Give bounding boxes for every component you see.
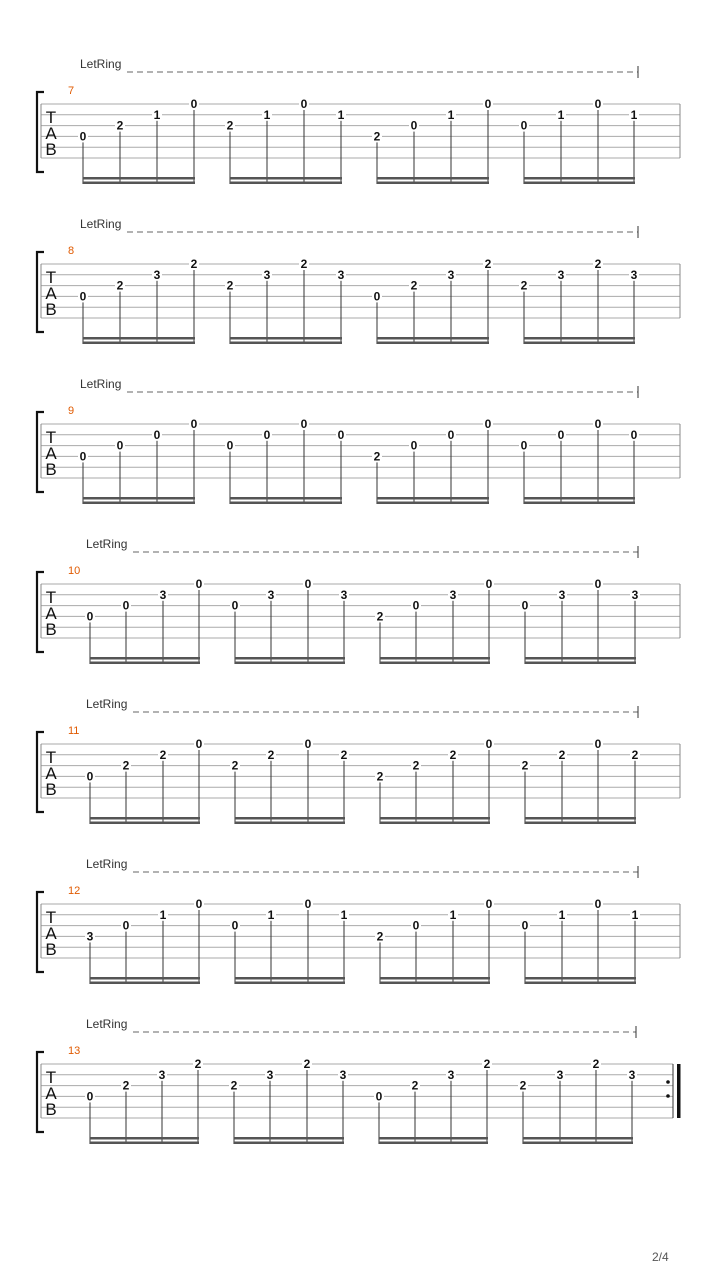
tab-clef-letter: B bbox=[45, 940, 57, 959]
fret-number: 1 bbox=[267, 907, 275, 922]
measure-number: 8 bbox=[68, 245, 75, 257]
fret-number: 0 bbox=[226, 438, 234, 453]
tab-clef-letter: T bbox=[45, 1068, 57, 1087]
fret-number: 2 bbox=[116, 118, 124, 133]
beam-16th-upper bbox=[525, 977, 636, 980]
fret-number: 0 bbox=[195, 897, 203, 911]
beam-16th-upper bbox=[524, 497, 635, 500]
fret-number: 0 bbox=[304, 737, 312, 751]
beam-16th-upper bbox=[380, 817, 490, 820]
fret-number: 0 bbox=[190, 417, 198, 431]
beam-16th-lower bbox=[90, 982, 200, 985]
beam-16th-upper bbox=[524, 177, 635, 180]
measure-number: 11 bbox=[68, 725, 80, 737]
fret-number: 2 bbox=[303, 1057, 311, 1071]
fret-number: 2 bbox=[122, 758, 130, 773]
fret-number: 2 bbox=[159, 747, 167, 762]
fret-number: 0 bbox=[410, 118, 418, 133]
tab-clef-letter: B bbox=[45, 300, 57, 319]
beam-16th-lower bbox=[377, 182, 489, 185]
fret-number: 0 bbox=[263, 427, 271, 442]
beam-16th-upper bbox=[377, 177, 489, 180]
beam-16th-lower bbox=[524, 502, 635, 505]
measure-number: 12 bbox=[68, 885, 81, 897]
fret-number: 2 bbox=[521, 758, 529, 773]
fret-number: 3 bbox=[153, 267, 161, 282]
tab-clef-letter: B bbox=[45, 140, 57, 159]
fret-number: 3 bbox=[158, 1067, 166, 1082]
letring-label: LetRing bbox=[80, 57, 122, 71]
beam-16th-lower bbox=[83, 182, 195, 185]
fret-number: 0 bbox=[594, 577, 602, 591]
beam-16th-upper bbox=[235, 977, 345, 980]
fret-number: 2 bbox=[373, 449, 381, 464]
tab-clef-letter: T bbox=[45, 588, 57, 607]
tab-clef-letter: B bbox=[45, 620, 57, 639]
measure-number: 13 bbox=[68, 1045, 81, 1057]
repeat-dot bbox=[666, 1080, 670, 1084]
measure-number: 7 bbox=[68, 85, 75, 97]
beam-16th-upper bbox=[83, 337, 195, 340]
fret-number: 0 bbox=[79, 289, 87, 304]
beam-16th-lower bbox=[235, 982, 345, 985]
fret-number: 0 bbox=[412, 598, 420, 613]
letring-label: LetRing bbox=[86, 1017, 128, 1031]
tab-clef-letter: A bbox=[45, 604, 57, 623]
beam-16th-lower bbox=[230, 182, 342, 185]
beam-16th-upper bbox=[235, 817, 345, 820]
fret-number: 2 bbox=[592, 1057, 600, 1071]
fret-number: 0 bbox=[79, 129, 87, 144]
beam-16th-lower bbox=[525, 982, 636, 985]
fret-number: 0 bbox=[485, 577, 493, 591]
fret-number: 0 bbox=[231, 598, 239, 613]
fret-number: 0 bbox=[594, 897, 602, 911]
fret-number: 0 bbox=[373, 289, 381, 304]
beam-16th-lower bbox=[235, 662, 345, 665]
beam-16th-lower bbox=[90, 1142, 199, 1145]
beam-16th-upper bbox=[524, 337, 635, 340]
fret-number: 2 bbox=[226, 278, 234, 293]
fret-number: 0 bbox=[521, 598, 529, 613]
fret-number: 2 bbox=[373, 129, 381, 144]
final-thick-barline bbox=[677, 1064, 681, 1118]
repeat-dot bbox=[666, 1094, 670, 1098]
tab-clef-letter: A bbox=[45, 124, 57, 143]
fret-number: 0 bbox=[521, 918, 529, 933]
fret-number: 2 bbox=[122, 1078, 130, 1093]
fret-number: 2 bbox=[194, 1057, 202, 1071]
fret-number: 0 bbox=[485, 737, 493, 751]
fret-number: 1 bbox=[557, 107, 565, 122]
fret-number: 2 bbox=[558, 747, 566, 762]
fret-number: 3 bbox=[340, 587, 348, 602]
fret-number: 2 bbox=[116, 278, 124, 293]
beam-16th-lower bbox=[234, 1142, 344, 1145]
fret-number: 1 bbox=[263, 107, 271, 122]
fret-number: 0 bbox=[594, 417, 602, 431]
beam-16th-lower bbox=[90, 822, 200, 825]
fret-number: 3 bbox=[339, 1067, 347, 1082]
tab-clef-letter: T bbox=[45, 428, 57, 447]
beam-16th-lower bbox=[524, 182, 635, 185]
fret-number: 3 bbox=[447, 267, 455, 282]
fret-number: 0 bbox=[484, 97, 492, 111]
beam-16th-upper bbox=[90, 977, 200, 980]
fret-number: 3 bbox=[558, 587, 566, 602]
tab-clef-letter: B bbox=[45, 780, 57, 799]
beam-16th-lower bbox=[230, 342, 342, 345]
letring-label: LetRing bbox=[80, 377, 122, 391]
fret-number: 0 bbox=[153, 427, 161, 442]
beam-16th-lower bbox=[380, 822, 490, 825]
beam-16th-upper bbox=[377, 497, 489, 500]
tab-clef-letter: B bbox=[45, 460, 57, 479]
letring-label: LetRing bbox=[80, 217, 122, 231]
fret-number: 0 bbox=[86, 1089, 94, 1104]
fret-number: 0 bbox=[520, 438, 528, 453]
letring-label: LetRing bbox=[86, 537, 128, 551]
fret-number: 3 bbox=[447, 1067, 455, 1082]
fret-number: 2 bbox=[519, 1078, 527, 1093]
fret-number: 0 bbox=[557, 427, 565, 442]
measure-number: 10 bbox=[68, 565, 81, 577]
fret-number: 3 bbox=[266, 1067, 274, 1082]
tab-clef-letter: A bbox=[45, 1084, 57, 1103]
fret-number: 2 bbox=[376, 929, 384, 944]
fret-number: 3 bbox=[630, 267, 638, 282]
beam-16th-lower bbox=[380, 982, 490, 985]
beam-16th-upper bbox=[235, 657, 345, 660]
beam-16th-upper bbox=[234, 1137, 344, 1140]
fret-number: 2 bbox=[226, 118, 234, 133]
fret-number: 0 bbox=[337, 427, 345, 442]
fret-number: 1 bbox=[630, 107, 638, 122]
fret-number: 0 bbox=[484, 417, 492, 431]
beam-16th-upper bbox=[83, 497, 195, 500]
fret-number: 3 bbox=[557, 267, 565, 282]
fret-number: 2 bbox=[412, 758, 420, 773]
tab-clef-letter: B bbox=[45, 1100, 57, 1119]
beam-16th-upper bbox=[380, 977, 490, 980]
fret-number: 1 bbox=[449, 907, 457, 922]
fret-number: 2 bbox=[231, 758, 239, 773]
fret-number: 0 bbox=[410, 438, 418, 453]
beam-16th-upper bbox=[379, 1137, 488, 1140]
fret-number: 1 bbox=[558, 907, 566, 922]
fret-number: 2 bbox=[230, 1078, 238, 1093]
beam-16th-upper bbox=[230, 497, 342, 500]
tab-clef-letter: T bbox=[45, 268, 57, 287]
fret-number: 1 bbox=[159, 907, 167, 922]
beam-16th-lower bbox=[379, 1142, 488, 1145]
fret-number: 3 bbox=[631, 587, 639, 602]
fret-number: 0 bbox=[447, 427, 455, 442]
fret-number: 0 bbox=[300, 97, 308, 111]
fret-number: 2 bbox=[484, 257, 492, 271]
fret-number: 0 bbox=[116, 438, 124, 453]
fret-number: 0 bbox=[300, 417, 308, 431]
fret-number: 2 bbox=[594, 257, 602, 271]
fret-number: 2 bbox=[300, 257, 308, 271]
letring-label: LetRing bbox=[86, 697, 128, 711]
page-number: 2/4 bbox=[652, 1250, 669, 1264]
fret-number: 2 bbox=[190, 257, 198, 271]
beam-16th-upper bbox=[230, 177, 342, 180]
fret-number: 0 bbox=[231, 918, 239, 933]
fret-number: 0 bbox=[122, 918, 130, 933]
fret-number: 2 bbox=[376, 609, 384, 624]
fret-number: 0 bbox=[520, 118, 528, 133]
fret-number: 1 bbox=[447, 107, 455, 122]
fret-number: 0 bbox=[485, 897, 493, 911]
beam-16th-upper bbox=[83, 177, 195, 180]
beam-16th-lower bbox=[525, 822, 636, 825]
fret-number: 0 bbox=[86, 769, 94, 784]
beam-16th-lower bbox=[230, 502, 342, 505]
fret-number: 3 bbox=[628, 1067, 636, 1082]
tab-clef-letter: A bbox=[45, 764, 57, 783]
tab-clef-letter: T bbox=[45, 908, 57, 927]
fret-number: 1 bbox=[631, 907, 639, 922]
fret-number: 1 bbox=[337, 107, 345, 122]
fret-number: 2 bbox=[520, 278, 528, 293]
beam-16th-lower bbox=[377, 502, 489, 505]
beam-16th-upper bbox=[90, 1137, 199, 1140]
beam-16th-lower bbox=[235, 822, 345, 825]
beam-16th-upper bbox=[380, 657, 490, 660]
beam-16th-lower bbox=[380, 662, 490, 665]
fret-number: 0 bbox=[630, 427, 638, 442]
beam-16th-lower bbox=[83, 342, 195, 345]
beam-16th-upper bbox=[90, 817, 200, 820]
beam-16th-upper bbox=[230, 337, 342, 340]
tab-clef-letter: T bbox=[45, 748, 57, 767]
fret-number: 3 bbox=[267, 587, 275, 602]
fret-number: 3 bbox=[263, 267, 271, 282]
fret-number: 0 bbox=[594, 737, 602, 751]
fret-number: 0 bbox=[190, 97, 198, 111]
fret-number: 3 bbox=[337, 267, 345, 282]
measure-number: 9 bbox=[68, 405, 75, 417]
fret-number: 0 bbox=[79, 449, 87, 464]
fret-number: 0 bbox=[195, 737, 203, 751]
fret-number: 2 bbox=[631, 747, 639, 762]
fret-number: 2 bbox=[483, 1057, 491, 1071]
tab-clef-letter: A bbox=[45, 924, 57, 943]
fret-number: 0 bbox=[304, 897, 312, 911]
fret-number: 1 bbox=[340, 907, 348, 922]
fret-number: 0 bbox=[412, 918, 420, 933]
fret-number: 2 bbox=[340, 747, 348, 762]
fret-number: 2 bbox=[410, 278, 418, 293]
fret-number: 3 bbox=[556, 1067, 564, 1082]
letring-label: LetRing bbox=[86, 857, 128, 871]
beam-16th-upper bbox=[525, 817, 636, 820]
fret-number: 0 bbox=[86, 609, 94, 624]
tab-clef-letter: A bbox=[45, 444, 57, 463]
fret-number: 0 bbox=[122, 598, 130, 613]
beam-16th-upper bbox=[377, 337, 489, 340]
beam-16th-lower bbox=[525, 662, 636, 665]
beam-16th-upper bbox=[523, 1137, 633, 1140]
fret-number: 3 bbox=[86, 929, 94, 944]
fret-number: 2 bbox=[411, 1078, 419, 1093]
fret-number: 2 bbox=[376, 769, 384, 784]
fret-number: 2 bbox=[449, 747, 457, 762]
fret-number: 0 bbox=[304, 577, 312, 591]
tab-clef-letter: T bbox=[45, 108, 57, 127]
fret-number: 0 bbox=[195, 577, 203, 591]
beam-16th-upper bbox=[90, 657, 200, 660]
beam-16th-lower bbox=[90, 662, 200, 665]
fret-number: 0 bbox=[375, 1089, 383, 1104]
beam-16th-lower bbox=[377, 342, 489, 345]
beam-16th-lower bbox=[524, 342, 635, 345]
beam-16th-upper bbox=[525, 657, 636, 660]
fret-number: 3 bbox=[159, 587, 167, 602]
beam-16th-lower bbox=[523, 1142, 633, 1145]
fret-number: 0 bbox=[594, 97, 602, 111]
fret-number: 2 bbox=[267, 747, 275, 762]
beam-16th-lower bbox=[83, 502, 195, 505]
fret-number: 3 bbox=[449, 587, 457, 602]
tab-clef-letter: A bbox=[45, 284, 57, 303]
fret-number: 1 bbox=[153, 107, 161, 122]
